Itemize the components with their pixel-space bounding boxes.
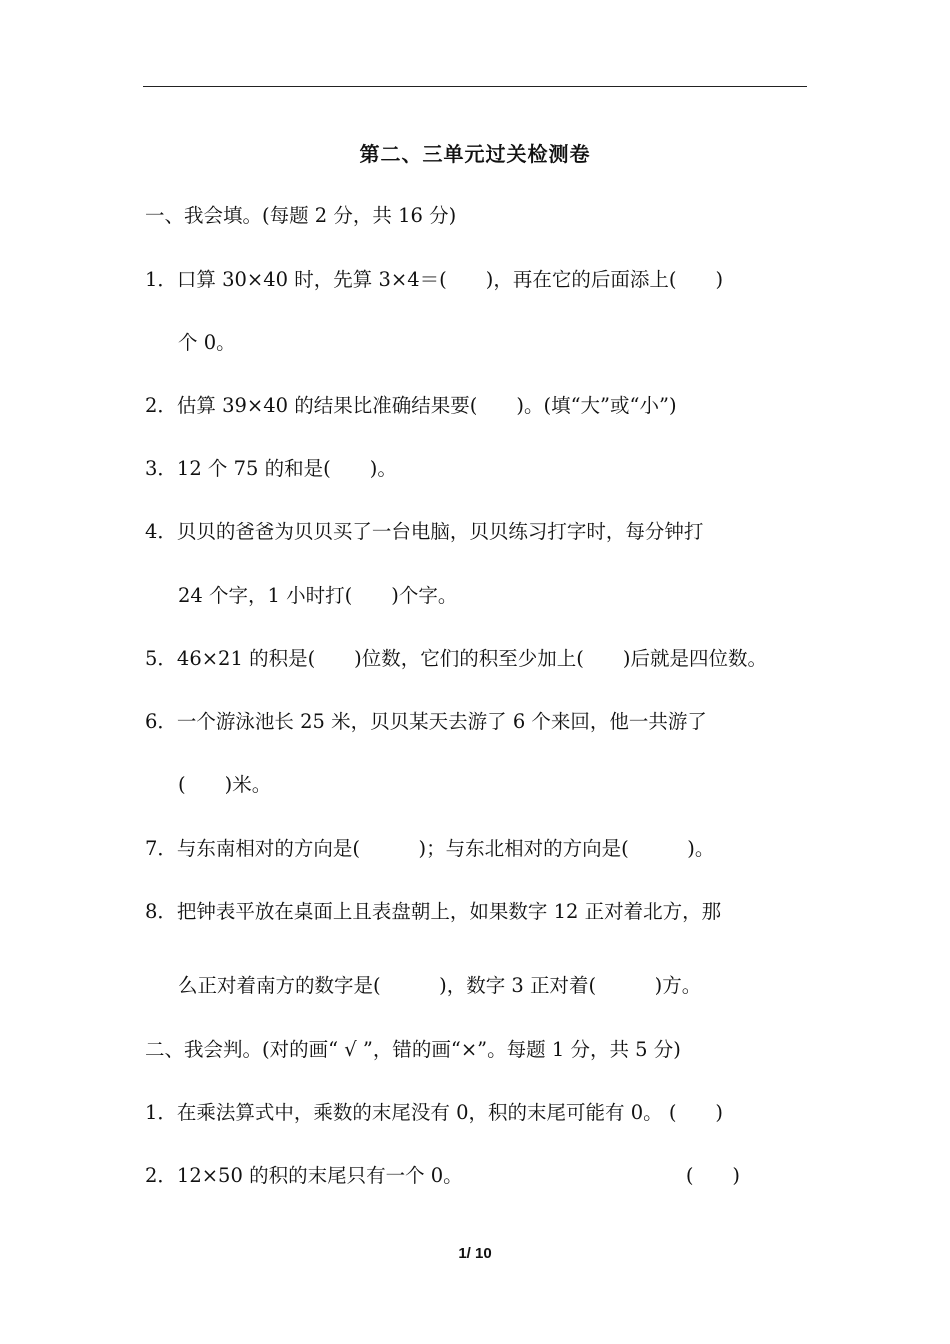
- question-6: 6．一个游泳池长 25 米，贝贝某天去游了 6 个来回，他一共游了: [145, 710, 707, 733]
- question-2: 2．估算 39×40 的结果比准确结果要( )。(填“大”或“小”): [145, 394, 677, 417]
- judge-question-1: 1．在乘法算式中，乘数的末尾没有 0，积的末尾可能有 0。 ( ): [145, 1101, 724, 1124]
- question-1-cont: 个 0。: [178, 331, 236, 354]
- question-3: 3．12 个 75 的和是( )。: [145, 457, 397, 480]
- question-8: 8．把钟表平放在桌面上且表盘朝上，如果数字 12 正对着北方，那: [145, 900, 722, 923]
- question-4-cont: 24 个字，1 小时打( )个字。: [178, 584, 458, 607]
- question-7: 7．与东南相对的方向是( )；与东北相对的方向是( )。: [145, 837, 715, 860]
- document-title: 第二、三单元过关检测卷: [359, 142, 591, 166]
- section1-heading: 一、我会填。(每题 2 分，共 16 分): [145, 204, 457, 227]
- judge-question-2: 2．12×50 的积的末尾只有一个 0。 ( ): [145, 1164, 741, 1187]
- question-6-cont: ( )米。: [178, 773, 272, 796]
- page-number: 1/ 10: [458, 1245, 492, 1262]
- header-rule: [143, 86, 807, 87]
- question-5: 5．46×21 的积是( )位数，它们的积至少加上( )后就是四位数。: [145, 647, 768, 670]
- question-4: 4．贝贝的爸爸为贝贝买了一台电脑，贝贝练习打字时，每分钟打: [145, 520, 704, 543]
- question-1: 1．口算 30×40 时，先算 3×4＝( )，再在它的后面添上( ): [145, 268, 724, 291]
- question-8-cont: 么正对着南方的数字是( )，数字 3 正对着( )方。: [178, 974, 702, 997]
- section2-heading: 二、我会判。(对的画“ √ ”，错的画“×”。每题 1 分，共 5 分): [145, 1038, 681, 1061]
